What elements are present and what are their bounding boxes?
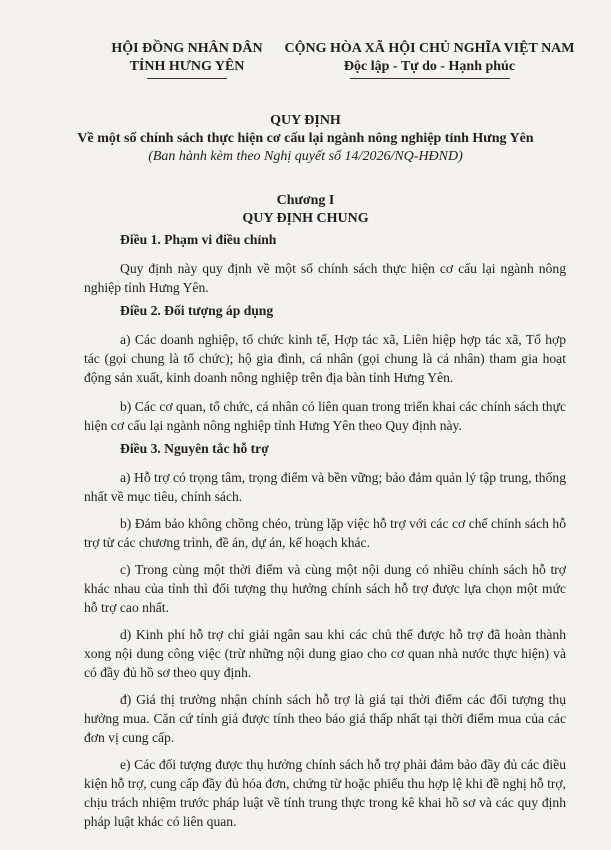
article-paragraph: a) Hỗ trợ có trọng tâm, trọng điểm và bền vững; bảo đảm quản lý tập trung, thống nhất về mục tiêu, chính sách. <box>84 470 566 504</box>
issuing-authority <box>92 40 282 76</box>
chapter-name: QUY ĐỊNH CHUNG <box>242 211 369 226</box>
article-paragraph: c) Trong cùng một thời điểm và cùng một nội dung có nhiều chính sách hỗ trợ khác nhau của tỉnh thì đối tượng thụ hưởng chính sách hỗ trợ được lựa chọn một mức hỗ trợ cao nhất. <box>84 562 566 615</box>
document-header <box>0 40 611 100</box>
country-name: CỘNG HÒA XÃ HỘI CHỦ NGHĨA VIỆT NAM <box>284 41 575 56</box>
authority-underline <box>147 78 227 79</box>
article-heading: Điều 1. Phạm vi điều chỉnh <box>120 232 277 247</box>
article-paragraph: Quy định này quy định về một số chính sách thực hiện cơ cấu lại ngành nông nghiệp tỉnh Hưng Yên. <box>84 261 566 295</box>
document-title-block <box>0 112 611 166</box>
chapter-heading <box>0 192 611 228</box>
article-paragraph: e) Các đối tượng được thụ hưởng chính sách hỗ trợ phải đảm bảo đầy đủ các điều kiện hỗ trợ, cung cấp đầy đủ hóa đơn, chứng từ hoặc phiếu thu hợp lệ khi đề nghị hỗ trợ, chịu trách nhiệm trước pháp luật về tính trung thực trong kê khai hồ sơ và các quy định pháp luật khác có liên quan. <box>84 757 566 829</box>
motto-line: Độc lập - Tự do - Hạnh phúc <box>343 59 516 74</box>
article-heading: Điều 2. Đối tượng áp dụng <box>120 303 274 318</box>
authority-line2: TỈNH HƯNG YÊN <box>129 59 245 74</box>
document-title: QUY ĐỊNH <box>270 113 341 128</box>
chapter-number: Chương I <box>276 193 335 208</box>
article-paragraph: đ) Giá thị trường nhận chính sách hỗ trợ là giá tại thời điểm các đối tượng thụ hưởng mua. Căn cứ tính giá được tính theo báo giá thấp nhất tại thời điểm mua của các đơn vị cung cấp. <box>84 692 566 745</box>
document-subtitle: Về một số chính sách thực hiện cơ cấu lại ngành nông nghiệp tỉnh Hưng Yên <box>77 131 534 146</box>
authority-line1: HỘI ĐỒNG NHÂN DÂN <box>111 41 263 56</box>
motto-underline <box>350 78 510 79</box>
article-paragraph: a) Các doanh nghiệp, tổ chức kinh tế, Hợp tác xã, Liên hiệp hợp tác xã, Tổ hợp tác (gọi chung là tổ chức); hộ gia đình, cá nhân (gọi chung là cá nhân) tham gia hoạt động sản xuất, kinh doanh nông nghiệp trên địa bàn tỉnh Hưng Yên. <box>84 332 566 385</box>
article-paragraph: b) Các cơ quan, tổ chức, cá nhân có liên quan trong triển khai các chính sách thực hiện cơ cấu lại ngành nông nghiệp tỉnh Hưng Yên theo Quy định này. <box>84 399 566 433</box>
document-body <box>84 230 566 831</box>
article-paragraph: b) Đảm bảo không chồng chéo, trùng lặp việc hỗ trợ với các cơ chế chính sách hỗ trợ từ các chương trình, đề án, dự án, kế hoạch khác. <box>84 516 566 550</box>
issuance-note: (Ban hành kèm theo Nghị quyết số 14/2026/NQ-HĐND) <box>148 149 463 164</box>
article-heading: Điều 3. Nguyên tắc hỗ trợ <box>120 441 269 456</box>
article-paragraph: d) Kinh phí hỗ trợ chỉ giải ngân sau khi các chủ thể được hỗ trợ đã hoàn thành xong nội dung công việc (trừ những nội dung giao cho cơ quan nhà nước thực hiện) và có đầy đủ hồ sơ theo quy định. <box>84 627 566 680</box>
national-motto <box>277 40 582 76</box>
